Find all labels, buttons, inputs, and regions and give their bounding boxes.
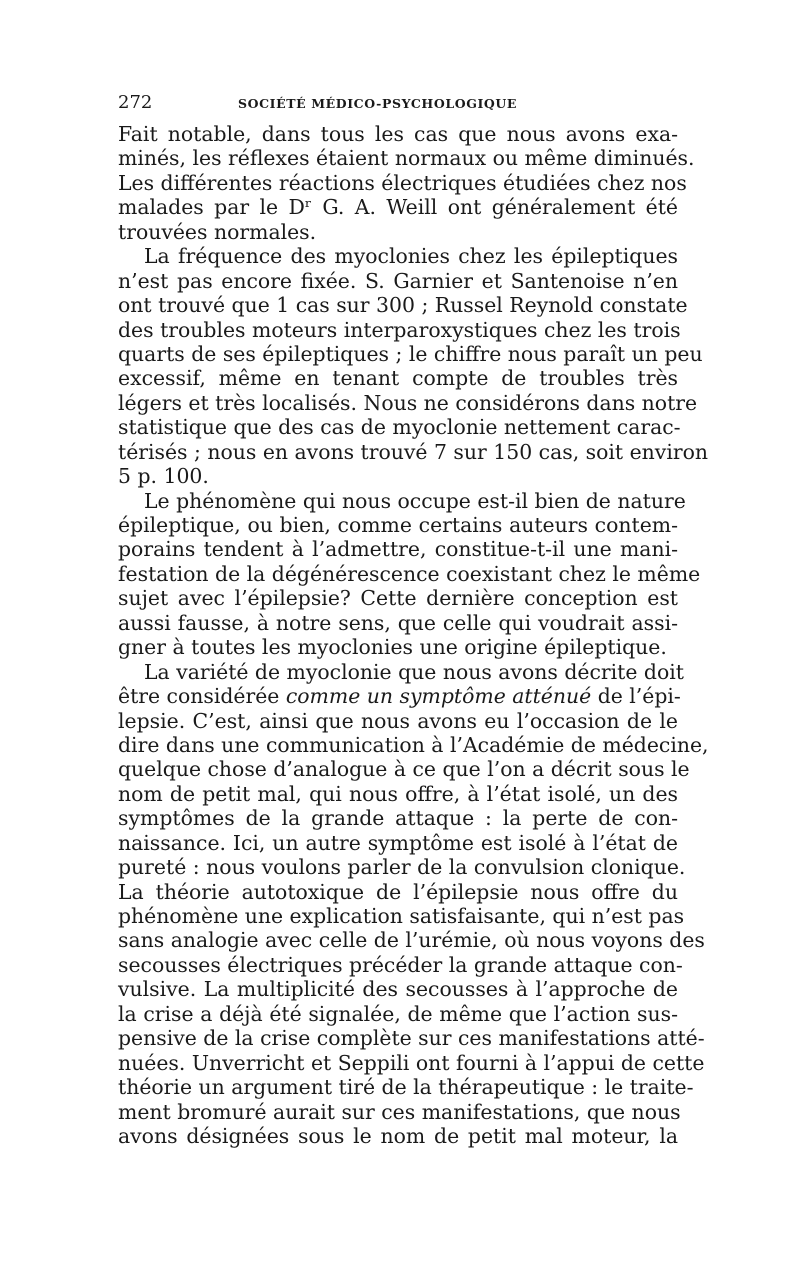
text-line: La fréquence des myoclonies chez les épileptiques [144, 244, 678, 269]
text-line: dire dans une communication à l’Académie de médecine, [118, 732, 709, 757]
paragraph [118, 244, 708, 489]
text-line: minés, les réflexes étaient normaux ou même diminués. [118, 146, 695, 171]
text-line: phénomène une explication satisfaisante, qui n’est pas [118, 904, 685, 928]
paragraph [118, 659, 709, 1173]
text-line: porains tendent à l’admettre, constitue-t-il une mani- [118, 537, 678, 562]
text-line: Les différentes réactions électriques étudiées chez nos [118, 170, 687, 195]
text-line: nom de petit mal, qui nous offre, à l’état isolé, un des [118, 781, 678, 806]
text-line: Fait notable, dans tous les cas que nous avons exa- [118, 122, 678, 146]
text-line: térisés ; nous en avons trouvé 7 sur 150 cas, soit environ [118, 439, 708, 464]
text-line: théorie un argument tiré de la thérapeutique : le traite- [118, 1075, 694, 1100]
text-line: sans analogie avec celle de l’urémie, où nous voyons des [118, 928, 705, 953]
body-text [118, 122, 709, 1173]
text-line: légers et très localisés. Nous ne considérons dans notre [118, 390, 698, 415]
text-line: nuées. Unverricht et Seppili ont fourni à l’appui de cette [118, 1050, 705, 1075]
text-line: aussi fausse, à notre sens, que celle qui voudrait assi- [118, 610, 678, 635]
text-line: excessif, même en tenant compte de troubles très [118, 366, 678, 391]
text-line: épileptique, ou bien, comme certains auteurs contem- [118, 513, 678, 537]
text-line [118, 1148, 678, 1172]
text-line: 5 p. 100. [118, 464, 209, 489]
text-run: de l’épi- [597, 684, 681, 709]
text-line: lepsie. C’est, ainsi que nous avons eu l’occasion de le [118, 708, 678, 733]
text-line: avons désignées sous le nom de petit mal moteur, la [118, 1123, 678, 1148]
text-line: gner à toutes les myoclonies une origine épileptique. [118, 635, 667, 660]
text-line: des troubles moteurs interparoxystiques chez les trois [118, 317, 681, 342]
italic-phrase: comme un symptôme atténué [285, 684, 592, 709]
text-line: pureté : nous voulons parler de la convulsion clonique. [118, 855, 686, 880]
text-line: La théorie autotoxique de l’épilepsie nous offre du [118, 879, 678, 904]
text-line: n’est pas encore fixée. S. Garnier et Santenoise n’en [118, 268, 678, 293]
text-line: Le phénomène qui nous occupe est-il bien de nature [144, 488, 686, 513]
text-line: malades par le Dʳ G. A. Weill ont généralement été [118, 195, 678, 220]
text-line: vulsive. La multiplicité des secousses à l’approche de [118, 977, 678, 1002]
paragraph [118, 122, 695, 244]
text-line: quarts de ses épileptiques ; le chiffre nous paraît un peu [118, 341, 703, 366]
text-line: quelque chose d’analogue à ce que l’on a décrit sous le [118, 757, 690, 782]
text-line: la crise a déjà été signalée, de même que l’action sus- [118, 1001, 678, 1026]
text-run: être considérée [118, 684, 280, 709]
page-header [118, 92, 678, 122]
text-line: festation de la dégénérescence coexistant chez le même [118, 561, 701, 586]
document-page [118, 92, 709, 1173]
text-line: symptômes de la grande attaque : la perte de con- [118, 806, 678, 831]
paragraph [118, 488, 701, 660]
running-head: SOCIÉTÉ MÉDICO-PSYCHOLOGIQUE [238, 96, 518, 111]
text-line: ment bromuré aurait sur ces manifestations, que nous [118, 1099, 681, 1124]
page-number: 272 [118, 92, 153, 113]
text-line-mixed [118, 684, 681, 709]
text-line: naissance. Ici, un autre symptôme est isolé à l’état de [118, 830, 678, 855]
text-line: La variété de myoclonie que nous avons décrite doit [144, 659, 684, 684]
text-line: trouvées normales. [118, 219, 317, 244]
text-line: statistique que des cas de myoclonie nettement carac- [118, 415, 681, 440]
text-line: sujet avec l’épilepsie? Cette dernière conception est [118, 586, 678, 611]
text-line: secousses électriques précéder la grande attaque con- [118, 952, 683, 977]
text-line: ont trouvé que 1 cas sur 300 ; Russel Reynold constate [118, 293, 688, 318]
text-line: pensive de la crise complète sur ces manifestations atté- [118, 1026, 705, 1051]
